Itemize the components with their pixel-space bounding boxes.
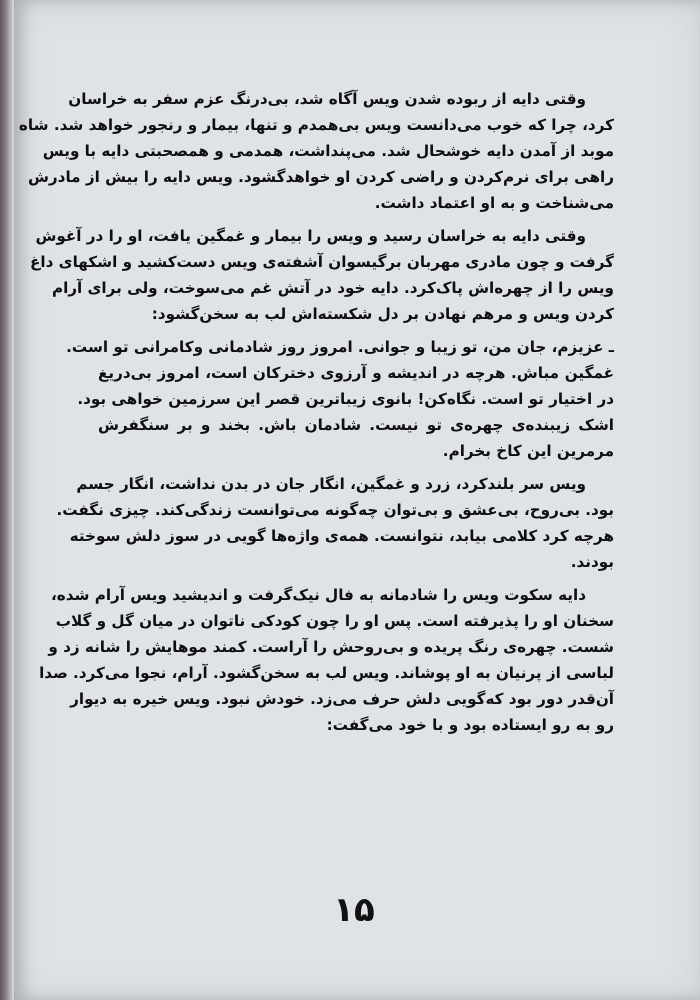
text-line: مرمرین این کاخ بخرام. — [442, 442, 614, 460]
page-number: ۱۵ — [333, 890, 375, 930]
paragraph-1 — [18, 86, 614, 216]
text-line: شست. چهره‌ی رنگ پریده و بی‌روحش را آراست. کمند موهایش را شانه زد و — [48, 638, 614, 656]
text-line: در اختیار تو است. نگاه‌کن! بانوی زیباترین قصر این سرزمین خواهی بود. — [77, 390, 614, 408]
text-line: موبد از آمدن دایه خوشحال شد. می‌پنداشت، همدمی و همصحبتی دایه با ویس — [42, 142, 614, 160]
text-line: کرد، چرا که خوب می‌دانست ویس بی‌همدم و تنها، بیمار و رنجور خواهد شد. شاه — [18, 116, 614, 134]
paragraph-2 — [30, 223, 614, 327]
text-line: ویس را از چهره‌اش پاک‌کرد. دایه خود در آتش غم می‌سوخت، ولی برای آرام — [51, 279, 614, 297]
text-line: دایه سکوت ویس را شادمانه به فال نیک‌گرفت و اندیشید ویس آرام شده، — [50, 586, 586, 604]
text-line: بودند. — [570, 553, 614, 571]
text-line: ویس سر بلند‌کرد، زرد و غمگین، انگار جان در بدن نداشت، انگار جسم — [76, 475, 586, 493]
text-line: آن‌قدر دور بود که‌گویی دلش حرف می‌زد. خودش نبود. ویس خیره به دیوار — [70, 690, 614, 708]
text-line: وقتی دایه از ربوده شدن ویس آگاه شد، بی‌درنگ عزم سفر به خراسان — [68, 90, 586, 108]
body-text — [18, 86, 614, 745]
text-line: راهی برای نرم‌کردن و راضی کردن او خواهدگشود. ویس دایه را بیش از مادرش — [27, 168, 614, 186]
text-line: سخنان او را پذیرفته است. پس او را چون کودکی ناتوان در میان گل و گلاب — [55, 612, 614, 630]
text-line: لباسی از پرنیان به او پوشاند. ویس لب به سخن‌گشود. آرام، نجوا می‌کرد. صدا — [39, 664, 614, 682]
text-line: گرفت و چون مادری مهربان برگیسوان آشفته‌ی ویس دست‌کشید و اشکهای داغ — [30, 253, 614, 271]
text-line: ـ عزیزم، جان من، تو زیبا و جوانی. امروز روز شادمانی وکامرانی تو است. — [66, 338, 614, 356]
paragraph-4 — [56, 471, 614, 575]
paragraph-5 — [39, 582, 614, 738]
text-line: هرچه کرد کلامی بیابد، نتوانست. همه‌ی واژه‌ها گویی در سوز دلش سوخته — [69, 527, 614, 545]
text-line: کردن ویس و مرهم نهادن بر دل شکسته‌اش لب به سخن‌گشود: — [151, 305, 614, 323]
book-page — [14, 0, 700, 1000]
text-line: می‌شناخت و به او اعتماد داشت. — [374, 194, 614, 212]
text-line: بود. بی‌روح، بی‌عشق و بی‌توان چه‌گونه می‌توانست زندگی‌کند. چیزی نگفت. — [56, 501, 614, 519]
paragraph-3-dialogue — [66, 334, 614, 464]
text-line: وقتی دایه به خراسان رسید و ویس را بیمار و غمگین یافت، او را در آغوش — [35, 227, 586, 245]
text-line: غمگین مباش. هرچه در اندیشه و آرزوی دخترکان است، امروز بی‌دریغ — [98, 364, 614, 382]
text-line: رو به رو ایستاده بود و با خود می‌گفت: — [326, 716, 614, 734]
text-line: اشک زیبنده‌ی چهره‌ی تو نیست. شادمان باش. بخند و بر سنگفرش — [98, 416, 614, 434]
